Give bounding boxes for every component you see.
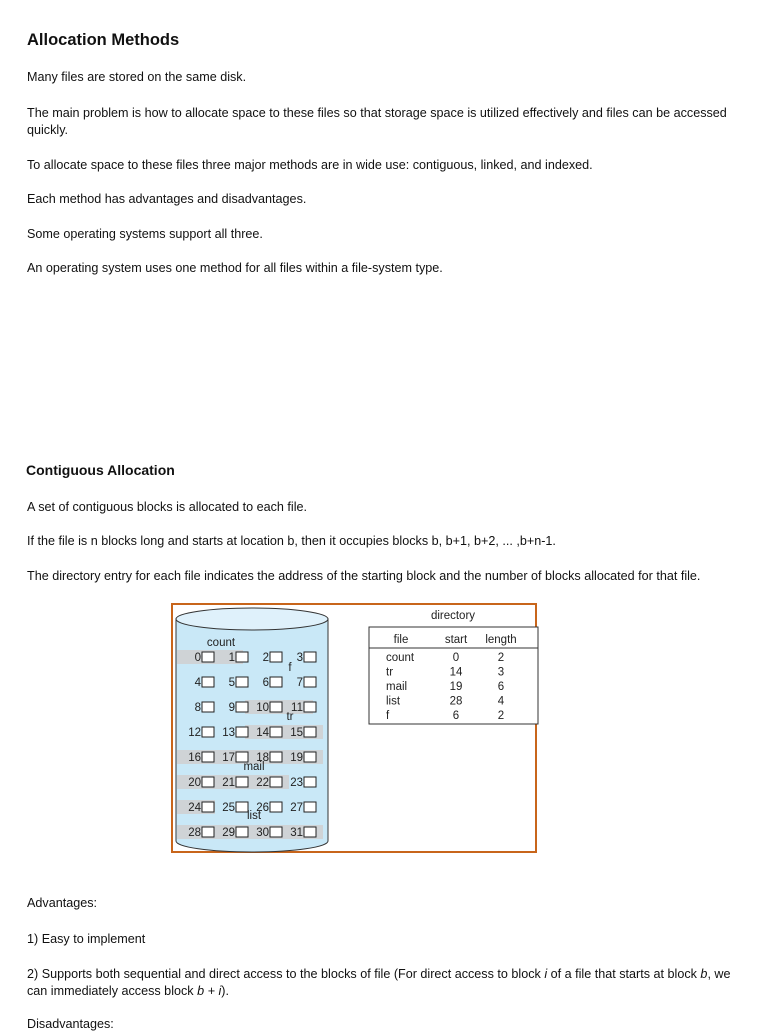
block-number: 6 <box>262 677 269 689</box>
paragraph: A set of contiguous blocks is allocated to each file. <box>27 500 308 514</box>
file-label: count <box>206 637 236 649</box>
directory-title: directory <box>430 610 476 622</box>
block-number: 21 <box>222 777 235 789</box>
disk-block <box>304 777 316 787</box>
directory-cell: 4 <box>497 695 505 708</box>
section-title-allocation-methods: Allocation Methods <box>27 31 180 49</box>
disk-block <box>304 702 316 712</box>
disk-block <box>304 727 316 737</box>
directory-header: start <box>444 634 468 646</box>
disk-block <box>202 777 214 787</box>
text-span: of a file that starts at block <box>547 967 701 981</box>
advantages-heading: Advantages: <box>27 896 98 910</box>
directory-cell: list <box>386 695 401 708</box>
directory-header: length <box>485 634 517 646</box>
directory-cell: 28 <box>449 695 463 708</box>
advantage-item-1: 1) Easy to implement <box>27 932 146 946</box>
directory-cell: 6 <box>452 710 460 722</box>
paragraph: An operating system uses one method for all files within a file-system type. <box>27 261 443 275</box>
paragraph: The directory entry for each file indicates the address of the starting block and the number of blocks allocated for that file. <box>27 569 701 583</box>
text-span: 2) Supports both sequential and direct access to the blocks of file (For direct access to block <box>27 967 545 981</box>
block-number: 10 <box>256 702 269 714</box>
directory-cell: tr <box>386 666 394 679</box>
disk-block <box>202 677 214 687</box>
paragraph: Each method has advantages and disadvantages. <box>27 192 307 206</box>
directory-cell: mail <box>386 681 408 693</box>
section-title-contiguous-allocation: Contiguous Allocation <box>26 462 175 478</box>
directory-cell: 6 <box>497 681 505 693</box>
block-number: 22 <box>256 777 269 789</box>
paragraph: If the file is n blocks long and starts at location b, then it occupies blocks b, b+1, b+2, ... ,b+n-1. <box>27 534 556 548</box>
text-italic: b <box>700 967 708 981</box>
block-number: 9 <box>228 702 235 714</box>
block-number: 31 <box>290 827 303 839</box>
disk-block <box>202 702 214 712</box>
block-number: 0 <box>194 652 201 664</box>
disk-block <box>270 827 282 837</box>
block-number: 18 <box>256 752 269 764</box>
directory-cell: f <box>386 710 390 722</box>
block-number: 29 <box>222 827 235 839</box>
disadvantages-heading: Disadvantages: <box>27 1017 114 1031</box>
file-label: f <box>288 662 292 674</box>
disk-block <box>236 677 248 687</box>
block-number: 28 <box>188 827 201 839</box>
block-number: 2 <box>262 652 269 664</box>
paragraph: To allocate space to these files three major methods are in wide use: contiguous, linked, and indexed. <box>27 158 593 172</box>
text-span: ). <box>221 984 229 998</box>
text-span: , we can immediately access block <box>27 967 731 998</box>
block-number: 19 <box>290 752 303 764</box>
disk-block <box>270 802 282 812</box>
disk-block <box>270 727 282 737</box>
disk-block <box>270 702 282 712</box>
text-italic: i <box>544 967 548 981</box>
disk-block <box>202 827 214 837</box>
disk-block <box>202 727 214 737</box>
block-number: 12 <box>188 727 201 739</box>
block-number: 24 <box>188 802 201 814</box>
contiguous-allocation-figure <box>171 603 537 853</box>
file-label: tr <box>286 711 294 723</box>
text-italic: b + i <box>197 984 222 998</box>
directory-cell: 3 <box>497 666 505 679</box>
block-number: 13 <box>222 727 235 739</box>
file-label: mail <box>243 761 265 773</box>
disk-block <box>304 802 316 812</box>
block-number: 25 <box>222 802 235 814</box>
directory-cell: count <box>386 652 415 664</box>
directory-cell: 14 <box>449 666 463 679</box>
block-number: 23 <box>290 777 303 789</box>
block-number: 30 <box>256 827 269 839</box>
block-number: 11 <box>291 702 303 714</box>
block-number: 4 <box>194 677 201 689</box>
block-number: 8 <box>194 702 201 714</box>
block-number: 3 <box>296 652 303 664</box>
disk-block <box>304 752 316 762</box>
block-number: 1 <box>228 652 235 664</box>
block-number: 26 <box>256 802 269 814</box>
file-label: list <box>246 810 262 822</box>
disk-block <box>236 777 248 787</box>
disk-block <box>270 752 282 762</box>
disk-block <box>202 652 214 662</box>
block-number: 7 <box>296 677 303 689</box>
disk-block <box>304 827 316 837</box>
block-number: 17 <box>222 752 235 764</box>
disk-block <box>236 827 248 837</box>
paragraph: Some operating systems support all three. <box>27 227 263 241</box>
disk-block <box>270 652 282 662</box>
disk-and-directory-diagram <box>173 605 539 855</box>
disk-block <box>202 802 214 812</box>
directory-header: file <box>393 634 409 646</box>
disk-block <box>236 727 248 737</box>
directory-cell: 2 <box>497 652 505 664</box>
directory-cell: 19 <box>449 681 463 693</box>
disk-block <box>270 677 282 687</box>
block-number: 16 <box>188 752 201 764</box>
block-number: 15 <box>290 727 303 739</box>
disk-block <box>304 677 316 687</box>
directory-cell: 0 <box>452 652 460 664</box>
disk-block <box>202 752 214 762</box>
directory-cell: 2 <box>497 710 505 722</box>
block-number: 20 <box>188 777 201 789</box>
block-number: 14 <box>256 727 269 739</box>
disk-block <box>304 652 316 662</box>
disk-block <box>236 652 248 662</box>
block-number: 5 <box>228 677 235 689</box>
disk-block <box>236 702 248 712</box>
paragraph: Many files are stored on the same disk. <box>27 70 247 84</box>
block-number: 27 <box>290 802 303 814</box>
paragraph: The main problem is how to allocate space to these files so that storage space is utilized effectively and files can be accessed quickly. <box>27 106 727 137</box>
advantage-item-2 <box>27 966 754 1000</box>
disk-block <box>270 777 282 787</box>
